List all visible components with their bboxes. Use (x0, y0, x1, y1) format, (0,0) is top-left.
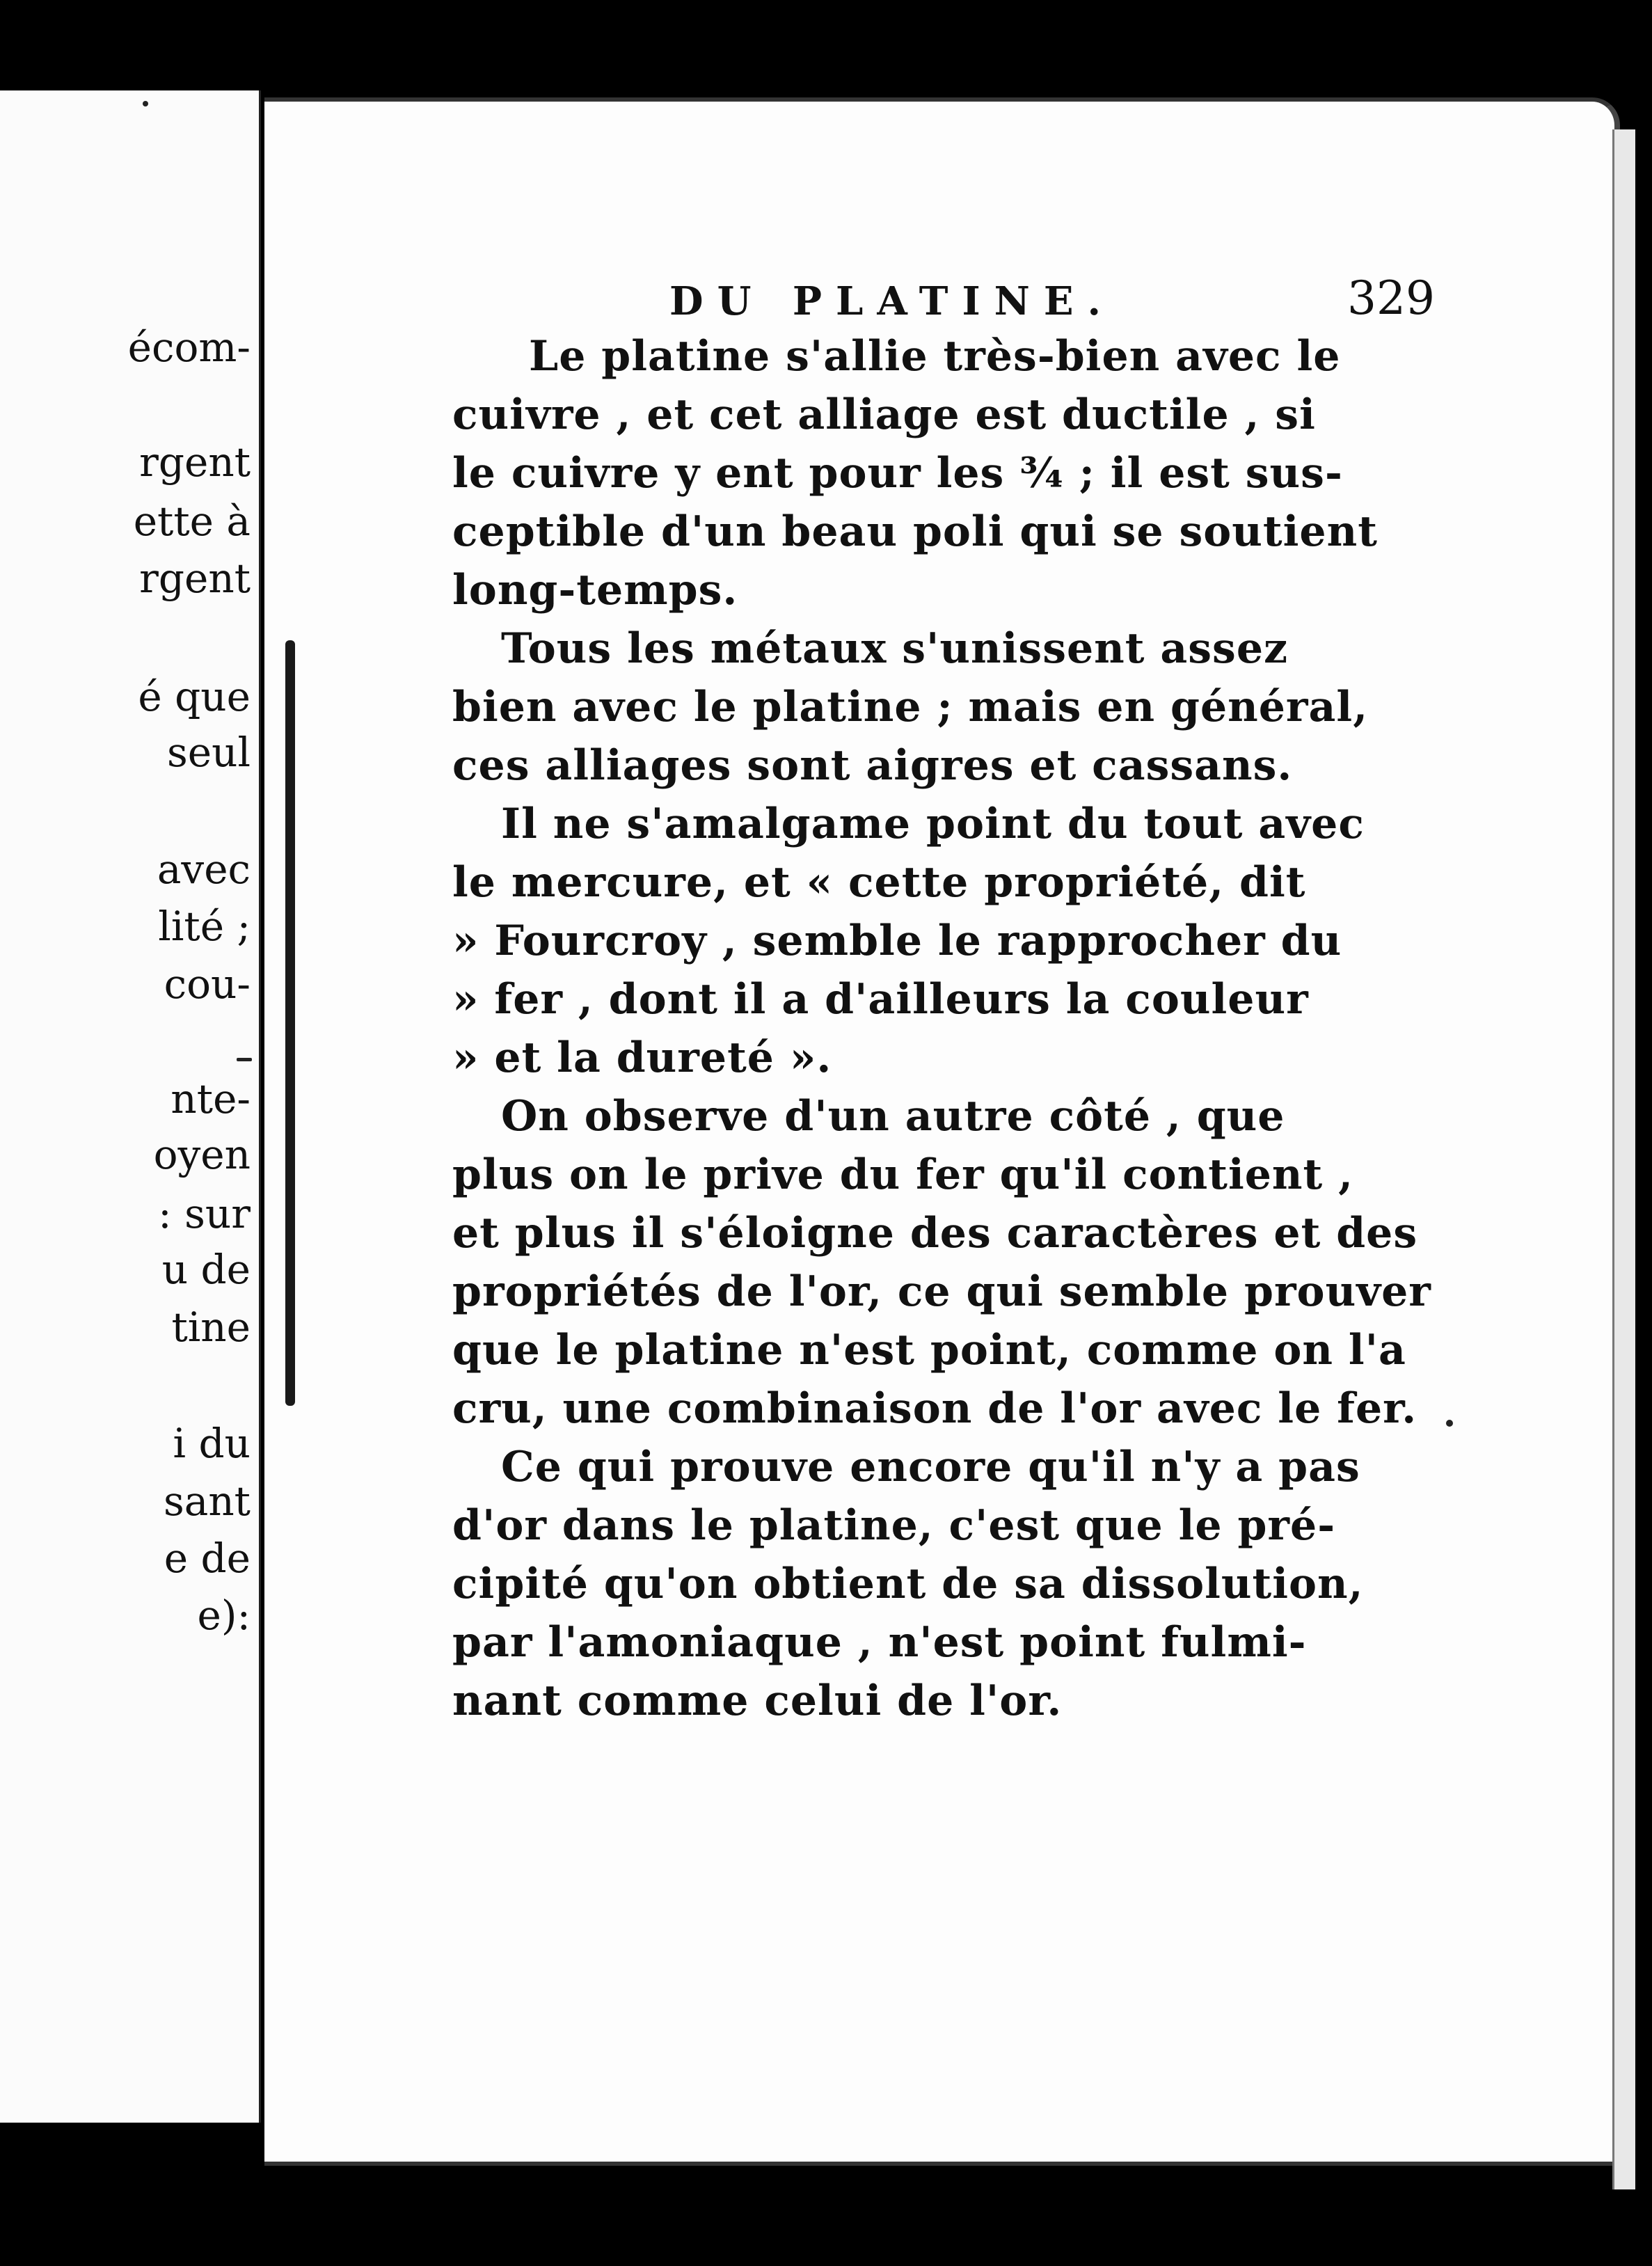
text-line: cuivre , et cet alliage est ductile , si (452, 390, 1316, 439)
left-page-line: avec (157, 846, 251, 893)
left-page-line: : sur (158, 1190, 251, 1237)
text-line: propriétés de l'or, ce qui semble prouver (452, 1267, 1431, 1316)
left-page (0, 90, 261, 2123)
left-page-line: nte- (170, 1075, 251, 1123)
text-line: » fer , dont il a d'ailleurs la couleur (452, 975, 1309, 1024)
left-page-line: tine (171, 1304, 251, 1351)
left-page-line: cou- (164, 960, 251, 1008)
binding-shadow (285, 640, 295, 1406)
left-page-line: ette à (133, 498, 251, 545)
page-header (669, 271, 1435, 327)
left-page-line: seul (167, 729, 251, 776)
left-page-line: e): (197, 1592, 251, 1639)
left-page-line: oyen (153, 1131, 251, 1178)
text-line: Ce qui prouve encore qu'il n'y a pas (501, 1443, 1360, 1491)
text-line: le cuivre y ent pour les ¾ ; il est sus- (452, 449, 1343, 498)
text-line: » et la dureté ». (452, 1033, 832, 1082)
running-title: DU PLATINE. (669, 278, 1115, 324)
text-line: cipité qu'on obtient de sa dissolution, (452, 1560, 1364, 1608)
text-line: ceptible d'un beau poli qui se soutient (452, 507, 1378, 556)
left-page-line: e de (164, 1535, 251, 1582)
text-line: On observe d'un autre côté , que (501, 1092, 1285, 1141)
page-number: 329 (1347, 271, 1435, 325)
left-page-line: é que (138, 673, 251, 720)
text-line: nant comme celui de l'or. (452, 1677, 1063, 1725)
left-page-line: rgent (139, 555, 251, 602)
left-page-line: écom- (127, 324, 251, 371)
text-line: ces alliages sont aigres et cassans. (452, 741, 1293, 790)
left-page-line: lité ; (158, 903, 251, 950)
text-line: bien avec le platine ; mais en général, (452, 683, 1369, 731)
ink-speck (237, 1058, 252, 1061)
text-line: que le platine n'est point, comme on l'a (452, 1326, 1406, 1374)
text-line: long-temps. (452, 566, 738, 615)
text-line: Le platine s'allie très-bien avec le (529, 332, 1341, 381)
left-page-line: rgent (139, 438, 251, 486)
text-line: par l'amoniaque , n'est point fulmi- (452, 1618, 1307, 1667)
left-page-line: i du (173, 1420, 251, 1467)
ink-speck (143, 101, 148, 106)
left-page-line: u de (161, 1246, 251, 1293)
ink-speck (1446, 1420, 1453, 1427)
text-line: » Fourcroy , semble le rapprocher du (452, 917, 1342, 965)
text-line: d'or dans le platine, c'est que le pré- (452, 1501, 1336, 1550)
left-page-line: sant (163, 1477, 251, 1525)
body-text (452, 327, 1431, 1789)
text-line: plus on le prive du fer qu'il contient , (452, 1150, 1354, 1199)
text-line: cru, une combinaison de l'or avec le fer. (452, 1384, 1417, 1433)
text-line: Tous les métaux s'unissent assez (501, 624, 1289, 673)
page-edge (1612, 129, 1635, 2189)
text-line: le mercure, et « cette propriété, dit (452, 858, 1306, 907)
text-line: et plus il s'éloigne des caractères et des (452, 1209, 1418, 1258)
text-line: Il ne s'amalgame point du tout avec (501, 800, 1365, 848)
